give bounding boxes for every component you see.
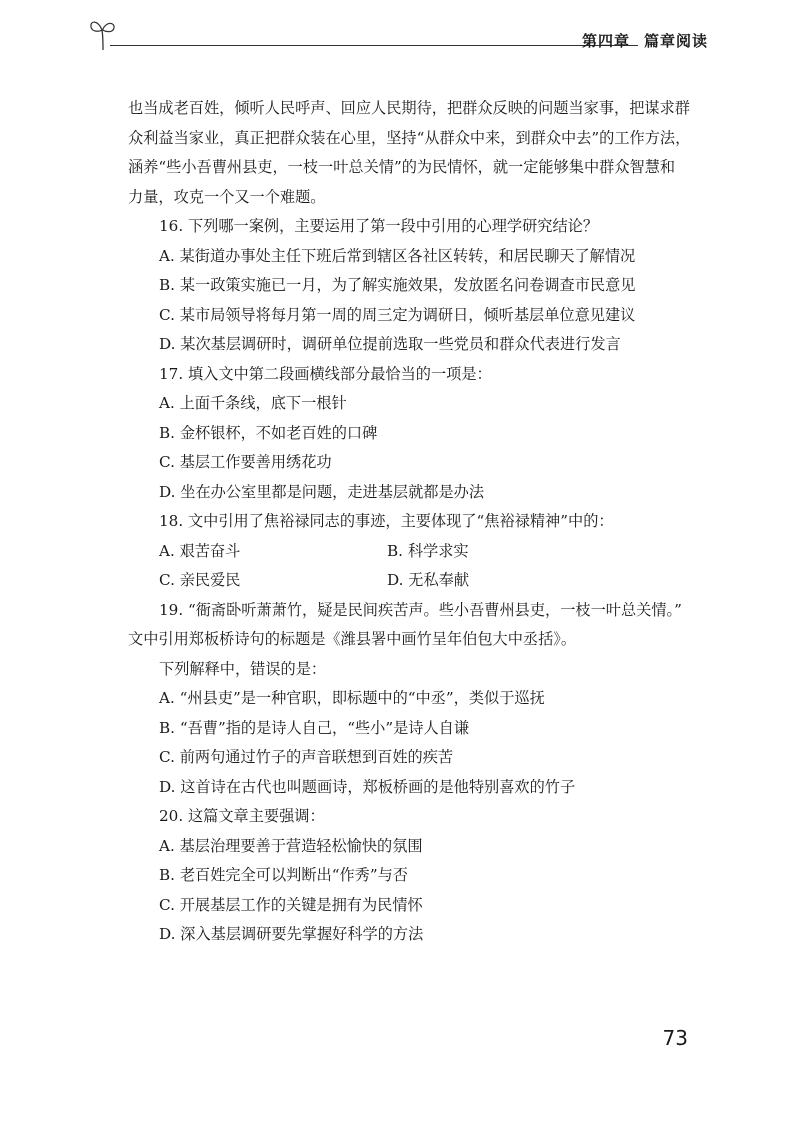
option-d: D. 这首诗在古代也叫题画诗，郑板桥画的是他特别喜欢的竹子 — [159, 777, 576, 796]
sprout-icon — [88, 16, 118, 52]
option-c: C. 前两句通过竹子的声音联想到百姓的疾苦 — [159, 748, 454, 766]
question-stem-line: 19. “衙斋卧听萧萧竹，疑是民间疾苦声。些小吾曹州县吏，一枝一叶总关情。” — [159, 600, 682, 619]
question-sub-prompt: 下列解释中，错误的是： — [159, 659, 327, 678]
question-stem-line: 文中引用郑板桥诗句的标题是《潍县署中画竹呈年伯包大中丞括》。 — [128, 630, 577, 648]
question-17 — [128, 360, 694, 508]
option-a: A. 上面千条线，底下一根针 — [159, 394, 347, 412]
question-19 — [128, 596, 694, 803]
option-a: A. 艰苦奋斗 — [159, 541, 241, 560]
question-16 — [128, 212, 694, 360]
option-b: B. 某一政策实施已一月，为了解实施效果，发放匿名问卷调查市民意见 — [159, 276, 636, 294]
question-stem: 18. 文中引用了焦裕禄同志的事迹，主要体现了“焦裕禄精神”中的： — [159, 512, 614, 530]
page-content — [128, 94, 694, 950]
question-stem: 16. 下列哪一案例，主要运用了第一段中引用的心理学研究结论？ — [159, 217, 599, 235]
option-c: C. 某市局领导将每月第一周的周三定为调研日，倾听基层单位意见建议 — [159, 305, 636, 324]
option-row — [128, 537, 694, 567]
passage-paragraph — [128, 94, 694, 212]
question-stem — [128, 596, 694, 655]
option-a: A. 基层治理要善于营造轻松愉快的氛围 — [159, 836, 423, 855]
chapter-title — [582, 30, 708, 51]
question-18 — [128, 507, 694, 596]
header-rule — [110, 45, 638, 46]
option-c: C. 开展基层工作的关键是拥有为民情怀 — [159, 895, 423, 914]
question-stem: 17. 填入文中第二段画横线部分最恰当的一项是： — [159, 364, 492, 383]
option-b: B. 科学求实 — [387, 541, 469, 560]
paragraph-line: 众利益当家业，真正把群众装在心里，坚持“从群众中来，到群众中去”的工作方法， — [128, 128, 691, 147]
option-row — [128, 566, 694, 596]
section-name: 篇章阅读 — [643, 32, 708, 50]
option-b: B. 老百姓完全可以判断出“作秀”与否 — [159, 866, 408, 884]
page-header — [88, 14, 708, 54]
option-b: B. 金杯银杯，不如老百姓的口碑 — [159, 423, 378, 442]
option-a: A. “州县吏”是一种官职，即标题中的“中丞”，类似于巡抚 — [159, 689, 545, 707]
option-c: C. 亲民爱民 — [159, 571, 241, 589]
option-d: D. 坐在办公室里都是问题，走进基层就都是办法 — [159, 482, 485, 501]
option-d: D. 无私奉献 — [387, 571, 470, 589]
option-c: C. 基层工作要善用绣花功 — [159, 453, 332, 471]
option-d: D. 深入基层调研要先掌握好科学的方法 — [159, 925, 424, 943]
option-d: D. 某次基层调研时，调研单位提前选取一些党员和群众代表进行发言 — [159, 335, 621, 353]
paragraph-line: 也当成老百姓，倾听人民呼声、回应人民期待，把群众反映的问题当家事，把谋求群 — [128, 99, 690, 117]
chapter-number: 第四章 — [581, 32, 630, 50]
question-stem: 20. 这篇文章主要强调： — [159, 807, 325, 825]
page-number: 73 — [662, 1026, 688, 1050]
paragraph-line: 涵养“些小吾曹州县吏，一枝一叶总关情”的为民情怀，就一定能够集中群众智慧和 — [128, 158, 676, 176]
question-20 — [128, 802, 694, 950]
paragraph-line: 力量，攻克一个又一个难题。 — [128, 187, 326, 206]
option-a: A. 某街道办事处主任下班后常到辖区各社区转转，和居民聊天了解情况 — [159, 246, 636, 265]
option-b: B. “吾曹”指的是诗人自己，“些小”是诗人自谦 — [159, 718, 470, 737]
